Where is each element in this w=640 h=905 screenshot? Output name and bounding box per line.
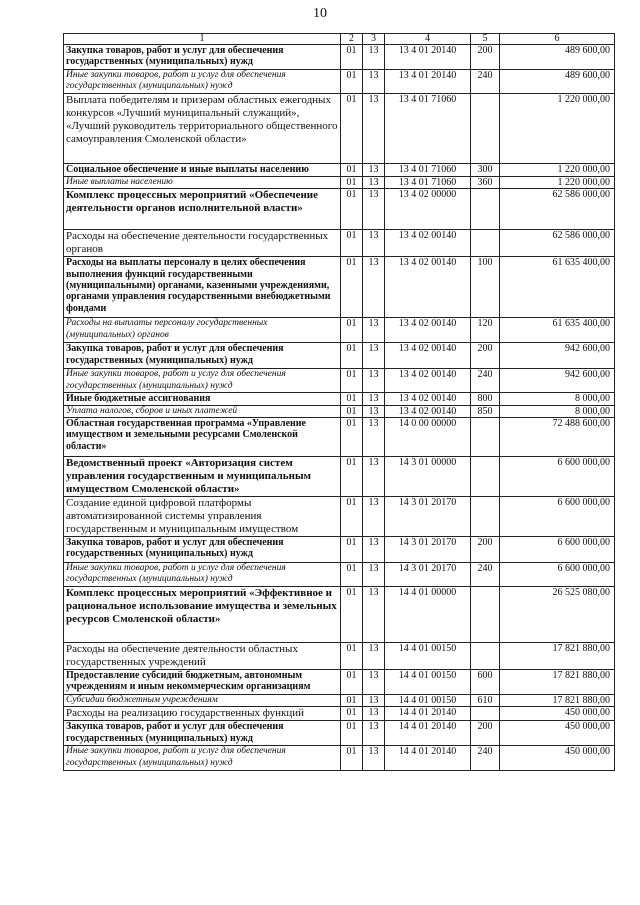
section-code: 01	[341, 93, 363, 163]
section-code: 01	[341, 707, 363, 721]
subsection-code: 13	[363, 343, 385, 369]
subsection-code: 13	[363, 257, 385, 318]
amount: 1 220 000,00	[500, 163, 615, 176]
expense-name: Иные закупки товаров, работ и услуг для обеспечения государственных (муниципальных) нужд	[64, 70, 341, 94]
target-article-code: 13 4 01 71060	[385, 93, 471, 163]
expense-name: Иные бюджетные ассигнования	[64, 393, 341, 405]
expense-type-code: 240	[471, 70, 500, 94]
table-row	[64, 670, 615, 695]
amount: 8 000,00	[500, 393, 615, 405]
expense-name: Расходы на обеспечение деятельности областных государственных учреждений	[64, 643, 341, 670]
amount: 17 821 880,00	[500, 643, 615, 670]
amount: 26 525 080,00	[500, 587, 615, 643]
target-article-code: 14 3 01 00000	[385, 457, 471, 497]
amount: 6 600 000,00	[500, 563, 615, 587]
section-code: 01	[341, 318, 363, 343]
expense-type-code	[471, 707, 500, 721]
section-code: 01	[341, 70, 363, 94]
section-code: 01	[341, 695, 363, 707]
section-code: 01	[341, 670, 363, 695]
section-code: 01	[341, 405, 363, 417]
target-article-code: 14 4 01 00150	[385, 695, 471, 707]
section-code: 01	[341, 537, 363, 563]
section-code: 01	[341, 457, 363, 497]
header-col-5: 5	[471, 34, 500, 45]
section-code: 01	[341, 746, 363, 771]
target-article-code: 14 3 01 20170	[385, 563, 471, 587]
target-article-code: 14 4 01 00150	[385, 643, 471, 670]
section-code: 01	[341, 721, 363, 746]
table-row	[64, 587, 615, 643]
expense-name: Расходы на выплаты персоналу в целях обеспечения выполнения функций государственными (муниципальными) органами, казенными учреждениями, органами управления государственными внебюджетными фондами	[64, 257, 341, 318]
amount: 62 586 000,00	[500, 230, 615, 257]
subsection-code: 13	[363, 418, 385, 457]
expense-type-code: 240	[471, 369, 500, 393]
target-article-code: 14 4 01 20140	[385, 721, 471, 746]
target-article-code: 13 4 01 20140	[385, 70, 471, 94]
header-col-1: 1	[64, 34, 341, 45]
expense-type-code: 850	[471, 405, 500, 417]
expense-name: Иные закупки товаров, работ и услуг для обеспечения государственных (муниципальных) нужд	[64, 746, 341, 771]
amount: 450 000,00	[500, 746, 615, 771]
expense-name: Иные выплаты населению	[64, 176, 341, 188]
table-row	[64, 707, 615, 721]
target-article-code: 13 4 02 00000	[385, 189, 471, 230]
section-code: 01	[341, 393, 363, 405]
amount: 942 600,00	[500, 343, 615, 369]
table-row	[64, 393, 615, 405]
page-number: 10	[313, 6, 327, 21]
amount: 489 600,00	[500, 70, 615, 94]
expense-type-code: 200	[471, 343, 500, 369]
expense-name: Уплата налогов, сборов и иных платежей	[64, 405, 341, 417]
target-article-code: 14 4 01 00000	[385, 587, 471, 643]
amount: 1 220 000,00	[500, 176, 615, 188]
section-code: 01	[341, 369, 363, 393]
subsection-code: 13	[363, 369, 385, 393]
table-row	[64, 343, 615, 369]
table-row	[64, 497, 615, 537]
table-row	[64, 230, 615, 257]
expense-name: Закупка товаров, работ и услуг для обеспечения государственных (муниципальных) нужд	[64, 721, 341, 746]
subsection-code: 13	[363, 670, 385, 695]
expense-name: Иные закупки товаров, работ и услуг для обеспечения государственных (муниципальных) нужд	[64, 369, 341, 393]
subsection-code: 13	[363, 163, 385, 176]
expense-name: Иные закупки товаров, работ и услуг для обеспечения государственных (муниципальных) нужд	[64, 563, 341, 587]
target-article-code: 14 4 01 20140	[385, 746, 471, 771]
table-row	[64, 369, 615, 393]
expense-type-code: 610	[471, 695, 500, 707]
amount: 8 000,00	[500, 405, 615, 417]
section-code: 01	[341, 163, 363, 176]
target-article-code: 14 0 00 00000	[385, 418, 471, 457]
section-code: 01	[341, 189, 363, 230]
expense-type-code: 360	[471, 176, 500, 188]
target-article-code: 14 3 01 20170	[385, 537, 471, 563]
table-row	[64, 70, 615, 94]
subsection-code: 13	[363, 537, 385, 563]
section-code: 01	[341, 176, 363, 188]
section-code: 01	[341, 418, 363, 457]
amount: 17 821 880,00	[500, 695, 615, 707]
expense-name: Ведомственный проект «Авторизация систем управления государственным и муниципальным имуществом Смоленской области»	[64, 457, 341, 497]
amount: 489 600,00	[500, 45, 615, 70]
target-article-code: 13 4 02 00140	[385, 405, 471, 417]
section-code: 01	[341, 497, 363, 537]
amount: 6 600 000,00	[500, 457, 615, 497]
table-row	[64, 318, 615, 343]
header-col-2: 2	[341, 34, 363, 45]
expense-name: Закупка товаров, работ и услуг для обеспечения государственных (муниципальных) нужд	[64, 537, 341, 563]
expense-name: Расходы на реализацию государственных функций	[64, 707, 341, 721]
section-code: 01	[341, 45, 363, 70]
target-article-code: 13 4 02 00140	[385, 393, 471, 405]
expense-name: Расходы на обеспечение деятельности государственных органов	[64, 230, 341, 257]
expense-type-code	[471, 189, 500, 230]
header-col-6: 6	[500, 34, 615, 45]
expense-name: Субсидии бюджетным учреждениям	[64, 695, 341, 707]
table-row	[64, 405, 615, 417]
expense-name: Социальное обеспечение и иные выплаты населению	[64, 163, 341, 176]
subsection-code: 13	[363, 707, 385, 721]
subsection-code: 13	[363, 45, 385, 70]
expense-type-code: 800	[471, 393, 500, 405]
target-article-code: 14 4 01 00150	[385, 670, 471, 695]
header-col-3: 3	[363, 34, 385, 45]
expense-name: Создание единой цифровой платформы автоматизированной системы управления государственным и муниципальным имуществом	[64, 497, 341, 537]
target-article-code: 13 4 01 71060	[385, 163, 471, 176]
expense-name: Расходы на выплаты персоналу государственных (муниципальных) органов	[64, 318, 341, 343]
amount: 61 635 400,00	[500, 318, 615, 343]
subsection-code: 13	[363, 587, 385, 643]
target-article-code: 13 4 01 20140	[385, 45, 471, 70]
expense-type-code: 200	[471, 537, 500, 563]
subsection-code: 13	[363, 695, 385, 707]
target-article-code: 13 4 02 00140	[385, 343, 471, 369]
subsection-code: 13	[363, 643, 385, 670]
expense-type-code: 200	[471, 721, 500, 746]
subsection-code: 13	[363, 393, 385, 405]
table-row	[64, 457, 615, 497]
table-row	[64, 537, 615, 563]
section-code: 01	[341, 230, 363, 257]
table-row	[64, 189, 615, 230]
target-article-code: 13 4 02 00140	[385, 318, 471, 343]
amount: 6 600 000,00	[500, 497, 615, 537]
table-row	[64, 721, 615, 746]
expense-type-code: 240	[471, 746, 500, 771]
expense-name: Областная государственная программа «Управление имуществом и земельными ресурсами Смоленской области»	[64, 418, 341, 457]
expense-type-code	[471, 587, 500, 643]
expense-name: Предоставление субсидий бюджетным, автономным учреждениям и иным некоммерческим организациям	[64, 670, 341, 695]
amount: 450 000,00	[500, 707, 615, 721]
subsection-code: 13	[363, 176, 385, 188]
expense-name: Выплата победителям и призерам областных ежегодных конкурсов «Лучший муниципальный служащий», «Лучший руководитель территориального общественного самоуправления Смоленской области»	[64, 93, 341, 163]
subsection-code: 13	[363, 70, 385, 94]
table-row	[64, 93, 615, 163]
amount: 72 488 600,00	[500, 418, 615, 457]
amount: 61 635 400,00	[500, 257, 615, 318]
subsection-code: 13	[363, 721, 385, 746]
target-article-code: 13 4 01 71060	[385, 176, 471, 188]
target-article-code: 13 4 02 00140	[385, 230, 471, 257]
expense-type-code: 240	[471, 563, 500, 587]
amount: 17 821 880,00	[500, 670, 615, 695]
amount: 62 586 000,00	[500, 189, 615, 230]
expense-name: Комплекс процессных мероприятий «Эффективное и рациональное использование имущества и земельных ресурсов Смоленской области»	[64, 587, 341, 643]
section-code: 01	[341, 257, 363, 318]
table-row	[64, 746, 615, 771]
table-row	[64, 176, 615, 188]
header-col-4: 4	[385, 34, 471, 45]
subsection-code: 13	[363, 230, 385, 257]
subsection-code: 13	[363, 405, 385, 417]
table-row	[64, 563, 615, 587]
expense-name: Закупка товаров, работ и услуг для обеспечения государственных (муниципальных) нужд	[64, 343, 341, 369]
budget-table	[63, 33, 615, 771]
expense-type-code	[471, 457, 500, 497]
section-code: 01	[341, 643, 363, 670]
expense-type-code: 600	[471, 670, 500, 695]
table-row	[64, 643, 615, 670]
expense-type-code: 300	[471, 163, 500, 176]
target-article-code: 14 3 01 20170	[385, 497, 471, 537]
subsection-code: 13	[363, 746, 385, 771]
section-code: 01	[341, 343, 363, 369]
amount: 942 600,00	[500, 369, 615, 393]
expense-type-code	[471, 93, 500, 163]
table-row	[64, 695, 615, 707]
table-row	[64, 418, 615, 457]
target-article-code: 13 4 02 00140	[385, 257, 471, 318]
section-code: 01	[341, 563, 363, 587]
expense-type-code	[471, 643, 500, 670]
subsection-code: 13	[363, 457, 385, 497]
expense-name: Комплекс процессных мероприятий «Обеспечение деятельности органов исполнительной власти»	[64, 189, 341, 230]
expense-type-code	[471, 418, 500, 457]
expense-type-code: 120	[471, 318, 500, 343]
table-row	[64, 45, 615, 70]
expense-type-code	[471, 230, 500, 257]
subsection-code: 13	[363, 497, 385, 537]
amount: 6 600 000,00	[500, 537, 615, 563]
expense-name: Закупка товаров, работ и услуг для обеспечения государственных (муниципальных) нужд	[64, 45, 341, 70]
target-article-code: 13 4 02 00140	[385, 369, 471, 393]
table-header-row	[64, 34, 615, 45]
target-article-code: 14 4 01 20140	[385, 707, 471, 721]
table-row	[64, 257, 615, 318]
subsection-code: 13	[363, 318, 385, 343]
subsection-code: 13	[363, 563, 385, 587]
table-row	[64, 163, 615, 176]
expense-type-code	[471, 497, 500, 537]
amount: 450 000,00	[500, 721, 615, 746]
subsection-code: 13	[363, 189, 385, 230]
subsection-code: 13	[363, 93, 385, 163]
section-code: 01	[341, 587, 363, 643]
amount: 1 220 000,00	[500, 93, 615, 163]
expense-type-code: 100	[471, 257, 500, 318]
expense-type-code: 200	[471, 45, 500, 70]
